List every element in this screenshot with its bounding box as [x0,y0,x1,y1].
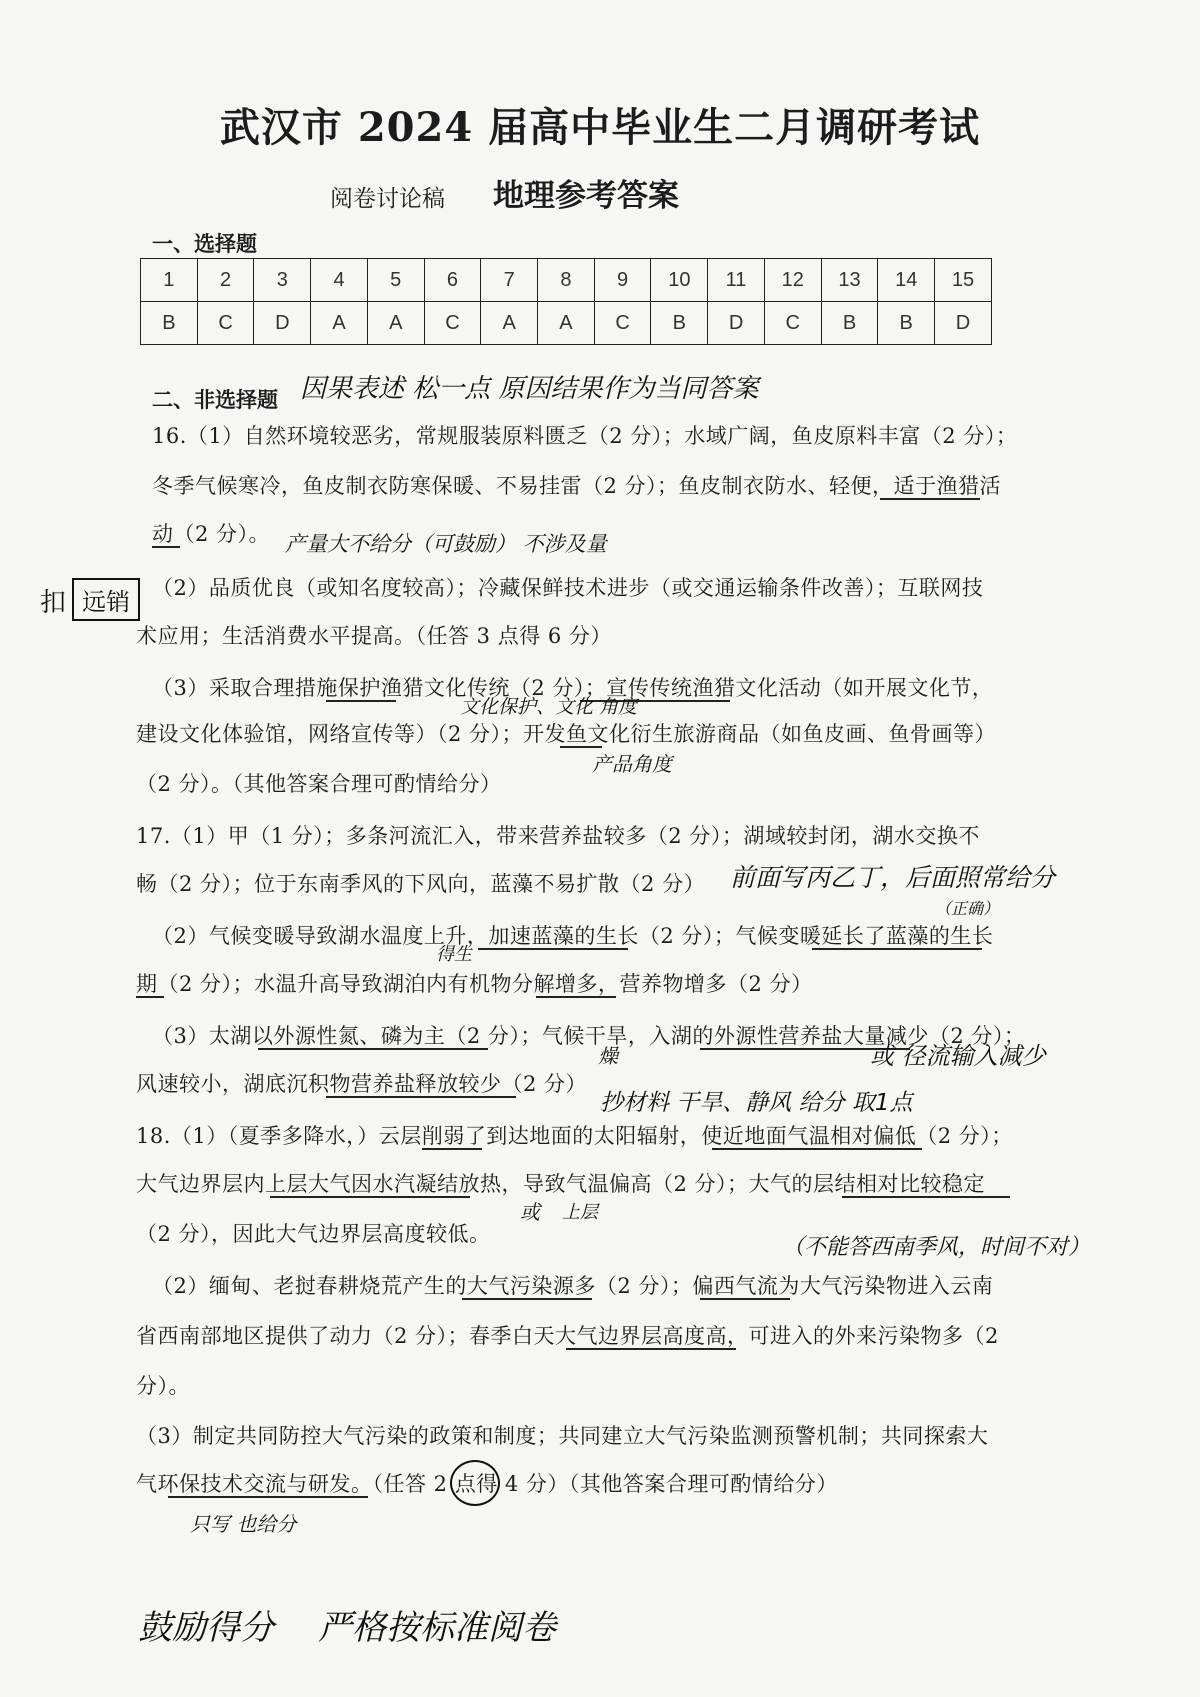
q16-line-8: （2 分）。（其他答案合理可酌情给分） [136,772,502,796]
underline [700,1298,790,1300]
handwritten-strict-grading: 严格按标准阅卷 [318,1608,556,1648]
handwritten-note: 得生 [436,944,472,965]
answer-cell: B [651,302,708,345]
q17-line-1: 17.（1）甲（1 分）；多条河流汇入，带来营养盐较多（2 分）；湖域较封闭，湖水交换不 [136,824,980,848]
question-number: 15 [935,259,992,302]
answer-cell: A [367,302,424,345]
handwritten-note: 或 [520,1200,540,1224]
answer-row [141,302,992,345]
handwritten-product-note: 产品角度 [592,752,672,776]
handwritten-note-correct: （正确） [935,899,1000,918]
underline [168,1496,368,1498]
q17-line-2: 畅（2 分）；位于东南季风的下风向，蓝藻不易扩散（2 分） [136,872,706,896]
answer-cell: C [594,302,651,345]
answer-cell: B [878,302,935,345]
question-number: 5 [367,259,424,302]
underline [566,1348,736,1350]
q18-line-6: 分）。 [136,1374,190,1398]
section-heading-nonchoice: 二、非选择题 [152,387,278,412]
section-heading-choice: 一、选择题 [152,231,257,256]
q17-line-4: 期（2 分）；水温升高导致湖泊内有机物分解增多，营养物增多（2 分） [136,972,813,996]
question-number: 10 [651,259,708,302]
answer-table [140,258,992,345]
q16-line-5: 术应用；生活消费水平提高。（任答 3 点得 6 分） [136,624,612,648]
draft-label: 阅卷讨论稿 [330,186,445,212]
question-number: 6 [424,259,481,302]
q18-line-5: 省西南部地区提供了动力（2 分）；春季白天大气边界层高度高，可进入的外来污染物多（2 [136,1324,999,1348]
answer-cell: C [197,302,254,345]
answer-cell: B [141,302,198,345]
underline [536,996,616,998]
q18-line-7: （3）制定共同防控大气污染的政策和制度；共同建立大气污染监测预警机制；共同探索大 [136,1424,989,1448]
answer-cell: A [311,302,368,345]
question-number: 12 [764,259,821,302]
answer-cell: B [821,302,878,345]
question-number: 7 [481,259,538,302]
underline [270,1196,470,1198]
answer-cell: D [935,302,992,345]
q18-line-3: （2 分），因此大气边界层高度较低。 [136,1222,491,1246]
q18-line-8: 气环保技术交流与研发。（任答 2 点得 4 分）（其他答案合理可酌情给分） [136,1472,838,1496]
handwritten-note-partial: 只写 也给分 [190,1512,297,1536]
question-number: 2 [197,259,254,302]
handwritten-circle [450,1460,500,1506]
question-number: 8 [538,259,595,302]
answer-cell: A [481,302,538,345]
q16-line-4: （2）品质优良（或知名度较高）；冷藏保鲜技术进步（或交通运输条件改善）；互联网技 [152,576,984,600]
q16-line-1: 16.（1）自然环境较恶劣，常规服装原料匮乏（2 分）；水域广阔，鱼皮原料丰富（2 分）； [152,424,1018,448]
q17-line-5: （3）太湖以外源性氮、磷为主（2 分）；气候干旱，入湖的外源性营养盐大量减少（2 分）； [152,1024,1026,1048]
answer-cell: D [254,302,311,345]
question-number: 14 [878,259,935,302]
question-number: 3 [254,259,311,302]
answer-cell: C [424,302,481,345]
q17-line-6: 风速较小，湖底沉积物营养盐释放较少（2 分） [136,1072,588,1096]
underline [880,498,980,500]
underline [326,1096,516,1098]
q18-line-1: 18.（1）（夏季多降水，）云层削弱了到达地面的太阳辐射，使近地面气温相对偏低（2 分）； [136,1124,1013,1148]
handwritten-note-material: 抄材料 干旱、静风 给分 取1点 [600,1090,913,1116]
underline [152,546,180,548]
handwritten-note: 燥 [598,1044,618,1068]
question-number: 13 [821,259,878,302]
q16-line-6: （3）采取合理措施保护渔猎文化传统（2 分）；宣传传统渔猎文化活动（如开展文化节， [152,676,994,700]
q16-line-2: 冬季气候寒冷，鱼皮制衣防寒保暖、不易挂雷（2 分）；鱼皮制衣防水、轻便，适于渔猎活 [152,474,1002,498]
question-number: 1 [141,259,198,302]
question-number-row [141,259,992,302]
answer-cell: C [764,302,821,345]
q16-line-7: 建设文化体验馆，网络宣传等）（2 分）；开发鱼文化衍生旅游商品（如鱼皮画、鱼骨画等） [136,722,997,746]
handwritten-encourage: 鼓励得分 [138,1608,274,1648]
handwritten-note-upper: 上层 [562,1202,598,1223]
handwritten-culture-note: 文化保护、文化 角度 [460,696,638,718]
underline [462,1298,592,1300]
underline [712,1148,922,1150]
underline [478,948,628,950]
q17-line-3: （2）气候变暖导致湖水温度上升，加速蓝藻的生长（2 分）；气候变暖延长了蓝藻的生长 [152,924,994,948]
q18-line-4: （2）缅甸、老挝春耕烧荒产生的大气污染源多（2 分）；偏西气流为大气污染物进入云南 [152,1274,994,1298]
q18-line-2: 大气边界层内上层大气因水汽凝结放热，导致气温偏高（2 分）；大气的层结相对比较稳定 [136,1172,986,1196]
underline [326,700,396,702]
underline [812,948,982,950]
handwritten-note-southwest: （不能答西南季风，时间不对） [782,1235,1091,1260]
handwritten-note-causal: 因果表述 松一点 原因结果作为当同答案 [300,374,759,404]
underline [136,996,164,998]
underline [842,1196,1010,1198]
page-title: 武汉市 2024 届高中毕业生二月调研考试 [219,104,981,151]
answer-cell: A [538,302,595,345]
q16-line-3: 动（2 分）。 [152,522,271,546]
handwritten-note-runoff: 或 径流输入减少 [870,1042,1046,1070]
handwritten-boxed-remote-sales: 远销 [72,578,140,621]
question-number: 9 [594,259,651,302]
question-number: 4 [311,259,368,302]
underline [258,1048,488,1050]
answer-cell: D [708,302,765,345]
handwritten-note-yield: 产量大不给分（可鼓励） 不涉及量 [285,532,607,556]
handwritten-note-order: 前面写丙乙丁，后面照常给分 [730,863,1056,892]
question-number: 11 [708,259,765,302]
underline [422,1148,482,1150]
answer-key-title: 地理参考答案 [493,178,679,214]
handwritten-deduct: 扣 [40,588,67,618]
